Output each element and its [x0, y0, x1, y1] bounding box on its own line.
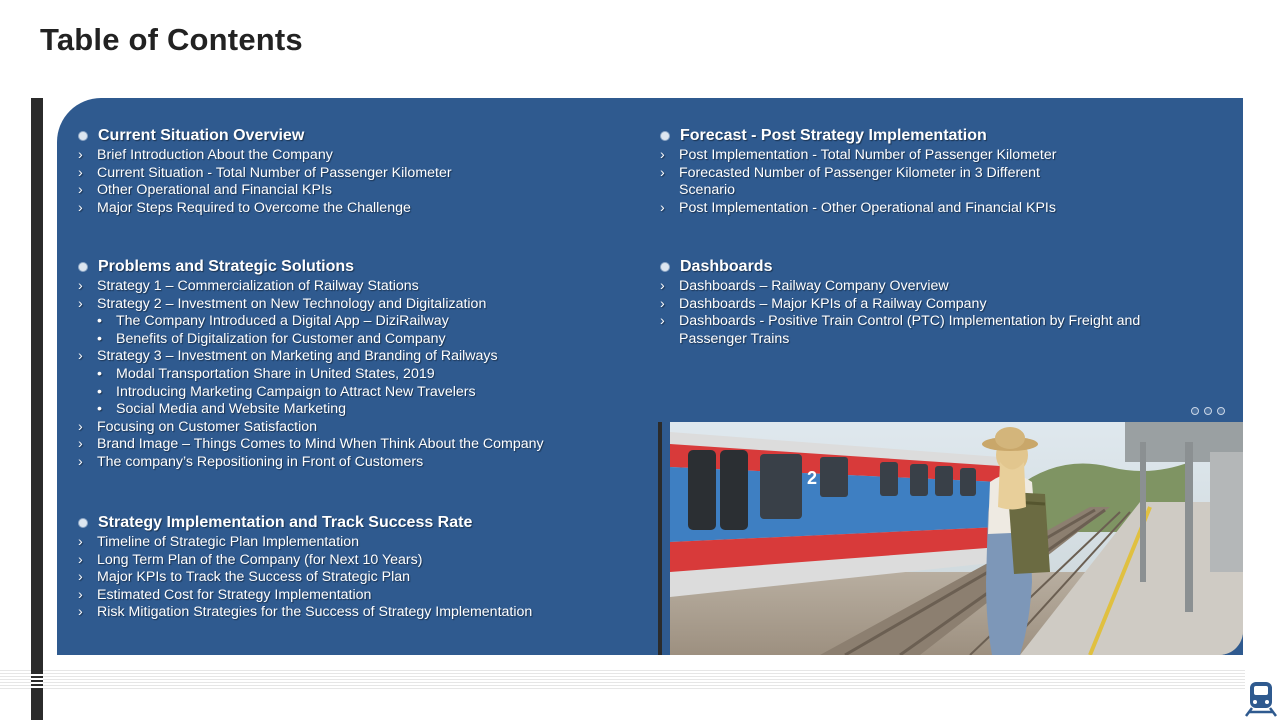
- section-dashboards: [660, 257, 1170, 348]
- bullet-icon: •: [97, 401, 102, 418]
- chevron-icon: ›: [660, 164, 665, 181]
- list-item: › Dashboards – Railway Company Overview: [660, 278, 949, 294]
- list-item: › Brand Image – Things Comes to Mind When Think About the Company: [78, 436, 544, 453]
- circle-bullet-icon: [660, 131, 670, 141]
- chevron-icon: ›: [660, 278, 665, 294]
- section-forecast: [660, 126, 1080, 217]
- section-heading: Current Situation Overview: [98, 127, 305, 144]
- chevron-icon: ›: [78, 348, 83, 365]
- chevron-icon: ›: [78, 278, 83, 294]
- sub-list-item: • Modal Transportation Share in United States, 2019: [97, 365, 435, 382]
- chevron-icon: ›: [78, 586, 83, 603]
- photo-divider: [658, 422, 662, 655]
- list-item: › Current Situation - Total Number of Passenger Kilometer: [78, 164, 452, 181]
- train-icon: [1243, 680, 1279, 718]
- bullet-icon: •: [97, 365, 102, 382]
- section-heading: Strategy Implementation and Track Success Rate: [98, 514, 473, 531]
- train-station-photo: [670, 422, 1243, 655]
- list-item: › The company’s Repositioning in Front of Customers: [78, 453, 424, 470]
- chevron-icon: ›: [78, 569, 83, 586]
- chevron-icon: ›: [660, 147, 665, 163]
- page-title: Table of Contents: [40, 22, 303, 57]
- list-item: › Risk Mitigation Strategies for the Success of Strategy Implementation: [78, 604, 533, 621]
- list-item: › Strategy 2 – Investment on New Technology and Digitalization: [78, 295, 487, 312]
- list-item: › Post Implementation - Other Operational and Financial KPIs: [660, 199, 1056, 216]
- chevron-icon: ›: [78, 147, 83, 163]
- list-item: › Strategy 3 – Investment on Marketing and Branding of Railways: [78, 348, 498, 365]
- svg-text:2: 2: [807, 468, 818, 488]
- section-current-situation: [78, 126, 638, 217]
- list-item: › Post Implementation - Total Number of Passenger Kilometer: [660, 147, 1057, 163]
- circle-bullet-icon: [78, 518, 88, 528]
- chevron-icon: ›: [78, 182, 83, 199]
- chevron-icon: ›: [660, 199, 665, 216]
- list-item: › Major Steps Required to Overcome the Challenge: [78, 199, 411, 216]
- dot-icon: [1217, 407, 1225, 415]
- bullet-icon: •: [97, 330, 102, 347]
- sub-list-item: • Introducing Marketing Campaign to Attract New Travelers: [97, 383, 476, 400]
- section-items: [78, 534, 658, 622]
- list-item: › Brief Introduction About the Company: [78, 147, 333, 163]
- list-item: › Focusing on Customer Satisfaction: [78, 418, 318, 435]
- chevron-icon: ›: [78, 295, 83, 312]
- circle-bullet-icon: [78, 131, 88, 141]
- list-item: › Dashboards - Positive Train Control (PTC) Implementation by Freight and Passenger Trains: [660, 313, 1141, 347]
- pagination-dots: [1191, 407, 1225, 415]
- list-item: › Timeline of Strategic Plan Implementation: [78, 534, 360, 550]
- section-strategy-implementation: [78, 513, 658, 622]
- footer-lines: [0, 668, 1245, 690]
- chevron-icon: ›: [78, 164, 83, 181]
- left-accent-stripes: [31, 672, 43, 690]
- section-heading: Dashboards: [680, 258, 773, 275]
- chevron-icon: ›: [660, 295, 665, 312]
- list-item: › Other Operational and Financial KPIs: [78, 182, 333, 199]
- dot-icon: [1191, 407, 1199, 415]
- left-accent-bar: [31, 98, 43, 720]
- bullet-icon: •: [97, 313, 102, 330]
- list-item: › Forecasted Number of Passenger Kilometer in 3 Different Scenario: [660, 164, 1040, 199]
- chevron-icon: ›: [78, 534, 83, 550]
- circle-bullet-icon: [78, 262, 88, 272]
- chevron-icon: ›: [78, 453, 83, 470]
- section-problems-solutions: [78, 257, 648, 472]
- list-item: › Major KPIs to Track the Success of Strategic Plan: [78, 569, 411, 586]
- circle-bullet-icon: [660, 262, 670, 272]
- bullet-icon: •: [97, 383, 102, 400]
- chevron-icon: ›: [78, 551, 83, 568]
- chevron-icon: ›: [78, 418, 83, 435]
- list-item: › Long Term Plan of the Company (for Next 10 Years): [78, 551, 423, 568]
- section-items: [660, 278, 1170, 348]
- list-item: › Estimated Cost for Strategy Implementation: [78, 586, 372, 603]
- sub-list-item: • The Company Introduced a Digital App – DiziRailway: [97, 313, 449, 330]
- sub-list-item: • Social Media and Website Marketing: [97, 401, 347, 418]
- chevron-icon: ›: [78, 199, 83, 216]
- chevron-icon: ›: [78, 604, 83, 621]
- section-heading: Problems and Strategic Solutions: [98, 258, 355, 275]
- dot-icon: [1204, 407, 1212, 415]
- chevron-icon: ›: [660, 313, 665, 330]
- sub-list-item: • Benefits of Digitalization for Customer and Company: [97, 330, 446, 347]
- chevron-icon: ›: [78, 436, 83, 453]
- list-item: › Dashboards – Major KPIs of a Railway Company: [660, 295, 987, 312]
- section-items: [78, 278, 648, 472]
- section-heading: Forecast - Post Strategy Implementation: [680, 127, 987, 144]
- section-items: [660, 147, 1080, 217]
- section-items: [78, 147, 638, 217]
- list-item: › Strategy 1 – Commercialization of Railway Stations: [78, 278, 419, 294]
